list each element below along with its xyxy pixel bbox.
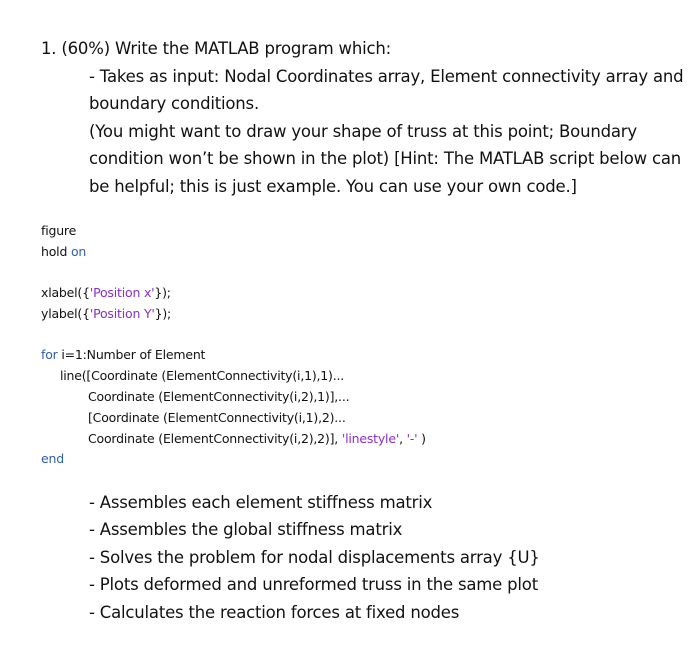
code-ylabel-prefix: ylabel({ bbox=[41, 306, 90, 321]
code-keyword-end: end bbox=[41, 451, 64, 466]
question-header: 1. (60%) Write the MATLAB program which: bbox=[41, 39, 391, 58]
code-xlabel-string: 'Position x' bbox=[89, 285, 155, 300]
code-ylabel bbox=[41, 306, 171, 322]
code-xlabel-suffix: }); bbox=[154, 285, 171, 300]
task-item-4: - Plots deformed and unreformed truss in the same plot bbox=[89, 575, 538, 594]
code-keyword-for: for bbox=[41, 347, 58, 362]
task-item-3: - Solves the problem for nodal displacements array {U} bbox=[89, 548, 540, 567]
code-line4-string-dash: '-' bbox=[406, 431, 418, 446]
intro-line-5: be helpful; this is just example. You can use your own code.] bbox=[89, 177, 577, 196]
code-line4-suffix: ) bbox=[417, 431, 426, 446]
code-hold-on bbox=[41, 244, 86, 260]
code-line4-string-linestyle: 'linestyle' bbox=[341, 431, 400, 446]
intro-line-4: condition won’t be shown in the plot) [Hint: The MATLAB script below can bbox=[89, 149, 682, 168]
code-xlabel bbox=[41, 285, 171, 301]
code-ylabel-suffix: }); bbox=[154, 306, 172, 321]
code-ylabel-string: 'Position Y' bbox=[89, 306, 155, 321]
code-line4-prefix: Coordinate (ElementConnectivity(i,2),2)], bbox=[88, 431, 342, 446]
intro-line-1: - Takes as input: Nodal Coordinates array, Element connectivity array and bbox=[89, 67, 684, 86]
code-figure: figure bbox=[41, 223, 77, 238]
code-hold-text: hold bbox=[41, 244, 71, 259]
code-line-call-3: [Coordinate (ElementConnectivity(i,1),2)... bbox=[88, 410, 346, 425]
code-keyword-on: on bbox=[70, 244, 87, 259]
intro-line-3: (You might want to draw your shape of truss at this point; Boundary bbox=[89, 122, 637, 141]
code-xlabel-prefix: xlabel({ bbox=[41, 285, 90, 300]
task-item-5: - Calculates the reaction forces at fixed nodes bbox=[89, 603, 460, 622]
code-line-call-1: line([Coordinate (ElementConnectivity(i,1),1)... bbox=[60, 368, 345, 383]
task-item-1: - Assembles each element stiffness matrix bbox=[89, 493, 433, 512]
intro-line-2: boundary conditions. bbox=[89, 94, 259, 113]
code-for-loop bbox=[41, 347, 205, 363]
code-line-call-4 bbox=[88, 431, 426, 447]
code-line4-mid: , bbox=[399, 431, 407, 446]
task-item-2: - Assembles the global stiffness matrix bbox=[89, 520, 403, 539]
code-for-rest: i=1:Number of Element bbox=[57, 347, 206, 362]
code-line-call-2: Coordinate (ElementConnectivity(i,2),1)],... bbox=[88, 389, 350, 404]
